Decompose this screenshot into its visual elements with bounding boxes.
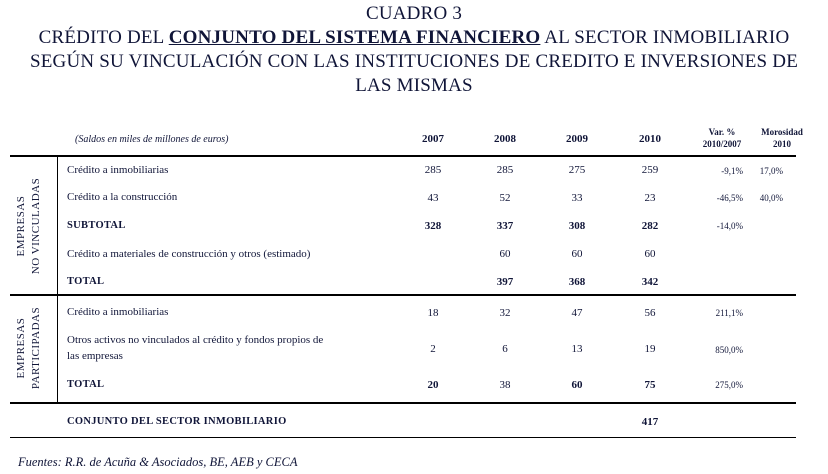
cell-2009: 275 bbox=[568, 164, 586, 176]
cell-2009: 60 bbox=[571, 248, 583, 260]
cell-2008: 38 bbox=[499, 379, 511, 391]
group-divider-vertical bbox=[57, 156, 58, 402]
cell-var: -9,1% bbox=[721, 166, 743, 176]
cell-var: -14,0% bbox=[716, 221, 743, 231]
cell-2009: 308 bbox=[568, 220, 586, 232]
group-label-participadas bbox=[14, 298, 44, 398]
group-label-no-vinculadas bbox=[14, 161, 44, 291]
cell-2008: 337 bbox=[496, 220, 514, 232]
cell-2010: 342 bbox=[641, 276, 659, 288]
group-label-2-line-1: EMPRESAS bbox=[15, 317, 27, 379]
cell-2008: 60 bbox=[499, 248, 511, 260]
cell-2007: 18 bbox=[427, 307, 439, 319]
table-number: CUADRO 3 bbox=[365, 3, 463, 24]
col-header-morosidad bbox=[750, 126, 814, 150]
row-label-subtotal: SUBTOTAL bbox=[67, 220, 126, 231]
table-title-line-3: LAS MISMAS bbox=[355, 75, 473, 96]
row-label: Crédito a inmobiliarias bbox=[67, 164, 169, 176]
row-label-total: TOTAL bbox=[67, 276, 105, 287]
rule-header bbox=[10, 155, 796, 157]
cell-2007: 328 bbox=[424, 220, 442, 232]
col-header-2009: 2009 bbox=[566, 133, 588, 145]
source-note: Fuentes: R.R. de Acuña & Asociados, BE, AEB y CECA bbox=[18, 455, 298, 469]
group-label-1-line-2: NO VINCULADAS bbox=[30, 177, 42, 275]
cell-2010: 23 bbox=[644, 192, 656, 204]
col-header-mor-line-2: 2010 bbox=[773, 139, 791, 149]
title-prefix: CRÉDITO DEL bbox=[38, 27, 169, 48]
cell-2010: 259 bbox=[641, 164, 659, 176]
row-label: Crédito a inmobiliarias bbox=[67, 306, 169, 318]
cell-2008: 52 bbox=[499, 192, 511, 204]
units-note: (Saldos en miles de millones de euros) bbox=[75, 134, 229, 145]
rule-group-end bbox=[10, 402, 796, 404]
group-label-1-line-1: EMPRESAS bbox=[15, 195, 27, 257]
table-title-line-2: SEGÚN SU VINCULACIÓN CON LAS INSTITUCIONES DE CREDITO E INVERSIONES DE bbox=[29, 51, 799, 72]
rule-bottom bbox=[10, 437, 796, 438]
cell-2009: 60 bbox=[571, 379, 583, 391]
cell-2007: 43 bbox=[427, 192, 439, 204]
col-header-var-line-2: 2010/2007 bbox=[702, 139, 742, 149]
cell-morosidad: 17,0% bbox=[759, 166, 783, 176]
cell-var: -46,5% bbox=[716, 193, 743, 203]
cell-2007: 2 bbox=[430, 343, 436, 355]
row-label-conjunto: CONJUNTO DEL SECTOR INMOBILIARIO bbox=[67, 416, 287, 427]
cell-2007: 285 bbox=[424, 164, 442, 176]
cell-2009: 13 bbox=[571, 343, 583, 355]
cell-2010: 417 bbox=[641, 416, 659, 428]
col-header-2010: 2010 bbox=[639, 133, 661, 145]
cell-2008: 397 bbox=[496, 276, 514, 288]
row-label-line-1: Otros activos no vinculados al crédito y fondos propios de bbox=[67, 334, 324, 346]
col-header-mor-line-1: Morosidad bbox=[761, 127, 803, 137]
cell-2009: 33 bbox=[571, 192, 583, 204]
cell-2008: 285 bbox=[496, 164, 514, 176]
cell-2007: 20 bbox=[427, 379, 439, 391]
group-label-2-line-2: PARTICIPADAS bbox=[30, 306, 42, 390]
cell-var: 211,1% bbox=[715, 308, 743, 318]
cell-var: 850,0% bbox=[715, 345, 743, 355]
row-label-total: TOTAL bbox=[67, 379, 105, 390]
cell-2009: 368 bbox=[568, 276, 586, 288]
title-emphasis: CONJUNTO DEL SISTEMA FINANCIERO bbox=[168, 27, 541, 48]
cell-2008: 32 bbox=[499, 307, 511, 319]
col-header-2008: 2008 bbox=[494, 133, 516, 145]
cell-2010: 19 bbox=[644, 343, 656, 355]
row-label: Crédito a la construcción bbox=[67, 191, 178, 203]
cell-2009: 47 bbox=[571, 307, 583, 319]
cell-2010: 56 bbox=[644, 307, 656, 319]
col-header-var-line-1: Var. % bbox=[708, 127, 736, 137]
cell-2010: 75 bbox=[644, 379, 656, 391]
row-label-line-2: las empresas bbox=[67, 350, 123, 362]
title-suffix: AL SECTOR INMOBILIARIO bbox=[540, 27, 790, 48]
cell-var: 275,0% bbox=[715, 380, 743, 390]
col-header-2007: 2007 bbox=[422, 133, 444, 145]
table-title-line-1 bbox=[0, 27, 828, 49]
cell-2010: 282 bbox=[641, 220, 659, 232]
rule-group-divider bbox=[10, 294, 796, 296]
row-label: Crédito a materiales de construcción y otros (estimado) bbox=[67, 248, 311, 260]
cell-2008: 6 bbox=[502, 343, 508, 355]
cell-morosidad: 40,0% bbox=[759, 193, 783, 203]
cell-2010: 60 bbox=[644, 248, 656, 260]
